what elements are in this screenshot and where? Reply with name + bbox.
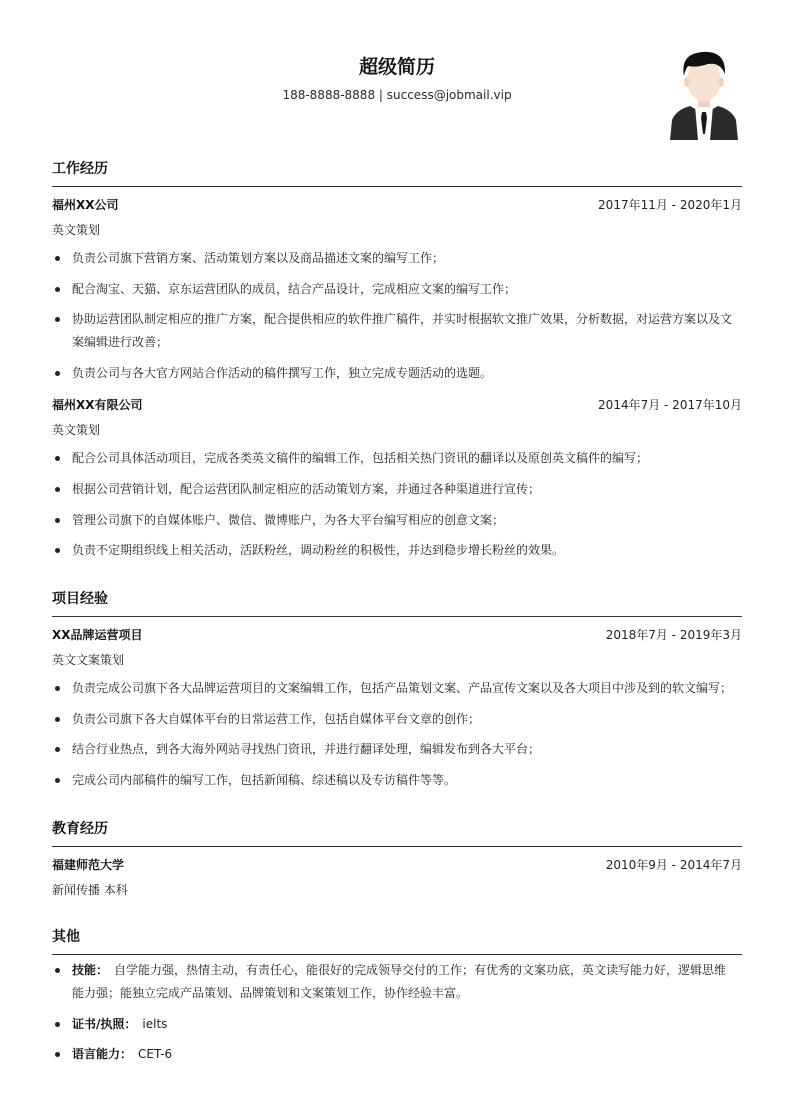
certificate-label: 证书/执照： bbox=[72, 1017, 137, 1031]
bullet-text: 配合公司具体活动项目，完成各类英文稿件的编辑工作，包括相关热门资讯的翻译以及原创英文稿件的编写； bbox=[72, 451, 649, 465]
resume-page bbox=[52, 0, 742, 1061]
bullet-text: 结合行业热点，到各大海外网站寻找热门资讯，并进行翻译处理，编辑发布到各大平台； bbox=[72, 742, 541, 756]
bullet-text: 负责不定期组织线上相关活动，活跃粉丝，调动粉丝的积极性，并达到稳步增长粉丝的效果。 bbox=[72, 543, 565, 557]
bullet-dot bbox=[55, 747, 60, 752]
bullet-text: 配合淘宝、天猫、京东运营团队的成员，结合产品设计，完成相应文案的编写工作； bbox=[72, 282, 517, 296]
bullet-text: 负责公司与各大官方网站合作活动的稿件撰写工作，独立完成专题活动的选题。 bbox=[72, 366, 493, 380]
list-item bbox=[52, 362, 742, 385]
bullet-dot bbox=[55, 456, 60, 461]
bullet-text: 负责完成公司旗下各大品牌运营项目的文案编辑工作，包括产品策划文案、产品宣传文案以及各大项目中涉及到的软文编写； bbox=[72, 681, 733, 695]
list-item bbox=[52, 447, 742, 470]
bullet-dot bbox=[55, 717, 60, 722]
list-item bbox=[52, 769, 742, 792]
section-title-work: 工作经历 bbox=[52, 158, 742, 187]
bullet-dot bbox=[55, 548, 60, 553]
avatar-ear-left bbox=[684, 77, 690, 87]
list-item bbox=[52, 278, 742, 301]
work-entry-2-header bbox=[52, 396, 742, 414]
section-title-education: 教育经历 bbox=[52, 818, 742, 847]
list-item bbox=[52, 708, 742, 731]
bullet-dot bbox=[55, 686, 60, 691]
work-entry-date: 2017年11月 - 2020年1月 bbox=[598, 198, 742, 212]
list-item bbox=[52, 738, 742, 761]
work-entry-role: 英文策划 bbox=[52, 223, 101, 237]
list-item bbox=[52, 959, 742, 1005]
bullet-dot bbox=[55, 371, 60, 376]
list-item bbox=[52, 308, 742, 354]
list-item bbox=[52, 247, 742, 270]
list-item bbox=[52, 478, 742, 501]
bullet-dot bbox=[55, 487, 60, 492]
bullet-dot bbox=[55, 317, 60, 322]
education-date: 2010年9月 - 2014年7月 bbox=[605, 858, 742, 872]
work-entry-org: 福州XX有限公司 bbox=[52, 398, 143, 412]
bullet-text: 根据公司营销计划，配合运营团队制定相应的活动策划方案，并通过各种渠道进行宣传； bbox=[72, 482, 541, 496]
list-item bbox=[52, 1013, 742, 1036]
bullet-dot bbox=[55, 968, 60, 973]
bullet-text: 负责公司旗下各大自媒体平台的日常运营工作，包括自媒体平台文章的创作； bbox=[72, 712, 481, 726]
bullet-text: 负责公司旗下营销方案、活动策划方案以及商品描述文案的编写工作； bbox=[72, 251, 445, 265]
candidate-name: 超级简历 bbox=[358, 56, 435, 78]
bullet-text: 完成公司内部稿件的编写工作，包括新闻稿、综述稿以及专访稿件等等。 bbox=[72, 773, 457, 787]
bullet-dot bbox=[55, 256, 60, 261]
project-entry-date: 2018年7月 - 2019年3月 bbox=[605, 628, 742, 642]
work-entry-1-header bbox=[52, 196, 742, 214]
list-item bbox=[52, 677, 742, 700]
certificate-text: ielts bbox=[142, 1017, 168, 1031]
work-entry-org: 福州XX公司 bbox=[52, 198, 119, 212]
list-item bbox=[52, 1043, 742, 1066]
avatar bbox=[668, 48, 740, 140]
section-title-project: 项目经验 bbox=[52, 588, 742, 617]
contact-info: 188-8888-8888 | success@jobmail.vip bbox=[282, 88, 512, 102]
language-text: CET-6 bbox=[138, 1047, 173, 1061]
avatar-ear-right bbox=[718, 77, 724, 87]
project-entry-name: XX品牌运营项目 bbox=[52, 628, 143, 642]
education-school: 福建师范大学 bbox=[52, 858, 125, 872]
resume-header bbox=[52, 0, 742, 150]
bullet-text: 协助运营团队制定相应的推广方案，配合提供相应的软件推广稿件，并实时根据软文推广效果，分析数据，对运营方案以及文案编辑进行改善； bbox=[72, 312, 733, 349]
bullet-text: 管理公司旗下的自媒体账户、微信、微博账户，为各大平台编写相应的创意文案； bbox=[72, 513, 505, 527]
skills-text: 自学能力强，热情主动，有责任心，能很好的完成领导交付的工作；有优秀的文案功底，英文读写能力好，逻辑思维能力强；能独立完成产品策划、品牌策划和文案策划工作，协作经验丰富。 bbox=[72, 963, 727, 1000]
list-item bbox=[52, 509, 742, 532]
project-entry-role: 英文文案策划 bbox=[52, 653, 125, 667]
language-label: 语言能力： bbox=[72, 1047, 133, 1061]
section-title-other: 其他 bbox=[52, 926, 742, 955]
bullet-dot bbox=[55, 778, 60, 783]
project-entry-header bbox=[52, 626, 742, 644]
work-entry-role: 英文策划 bbox=[52, 423, 101, 437]
bullet-dot bbox=[55, 518, 60, 523]
bullet-dot bbox=[55, 287, 60, 292]
education-degree: 新闻传播 本科 bbox=[52, 883, 128, 897]
bullet-dot bbox=[55, 1022, 60, 1027]
education-entry-header bbox=[52, 856, 742, 874]
bullet-dot bbox=[55, 1052, 60, 1057]
work-entry-date: 2014年7月 - 2017年10月 bbox=[598, 398, 742, 412]
list-item bbox=[52, 539, 742, 562]
skills-label: 技能： bbox=[72, 963, 109, 977]
